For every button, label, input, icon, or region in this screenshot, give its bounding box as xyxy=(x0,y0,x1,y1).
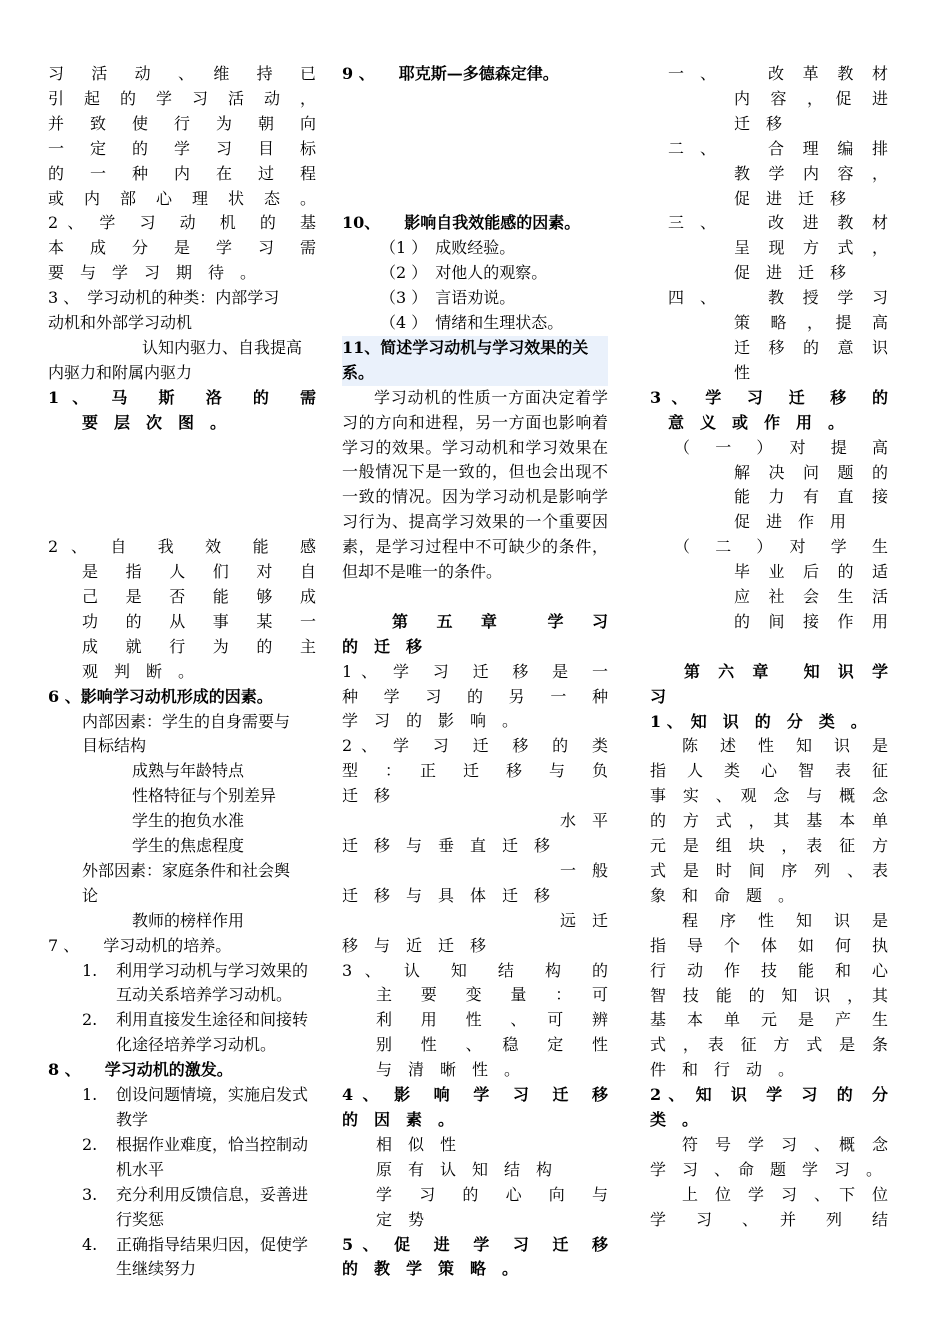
text-line: 定 势 xyxy=(376,1209,425,1229)
list-item: 2. 根据作业难度，恰当控制动机水平 xyxy=(82,1134,309,1179)
text-line: 本 成 分 是 学 习 需 xyxy=(48,238,316,258)
highlighted-heading: 11、简述学习动机与学习效果的关 系。 xyxy=(342,336,608,386)
list-item: （4 ） 情绪和生理状态。 xyxy=(380,312,564,332)
text-line: 能 力 有 直 接 xyxy=(734,487,888,507)
section-heading: 7 、 学习动机的培养。 xyxy=(48,935,232,955)
list-item: （3 ） 言语劝说。 xyxy=(380,288,516,308)
text-line: 别 性 、 稳 定 性 xyxy=(376,1035,608,1055)
list-item: 四 、 教 授 学 习 策 略 ， 提 高 迁 移 的 意 识 性 xyxy=(668,288,888,382)
text-line: 的 间 接 作 用 xyxy=(734,611,888,631)
section-heading: 6 、影响学习动机形成的因素。 xyxy=(48,686,273,706)
text-line: 水 平 xyxy=(559,811,608,831)
section-heading: 10、 影响自我效能感的因素。 xyxy=(342,213,581,233)
text-line: 2 、 学 习 动 机 的 基 xyxy=(48,213,316,233)
text-line: 远 迁 xyxy=(559,910,608,930)
paragraph: 陈 述 性 知 识 是 指 人 类 心 智 表 征 事 实 、 观 念 与 概 念 的 方 式 ， 其 基 本 单 元 是 组 块 ， 表 征 方 式 是 时 间 序 列 、 表 象 和 命 题 。 xyxy=(650,736,905,905)
section-heading: 1 、 知 识 的 分 类 。 xyxy=(650,711,867,731)
text-line: 型 ： 正 迁 移 与 负 xyxy=(342,761,608,781)
chapter-title: 第 六 章 知 识 学 xyxy=(684,661,888,681)
text-line: 内部因素：学生的自身需要与 xyxy=(82,711,291,731)
text-line: 一 般 xyxy=(559,860,608,880)
list-item: 三 、 改 进 教 材 呈 现 方 式 ， 促 进 迁 移 xyxy=(668,213,888,283)
text-line: （ 二 ） 对 学 生 xyxy=(674,537,888,557)
section-heading: 要 层 次 图 。 xyxy=(82,412,227,432)
list-item: 二 、 合 理 编 排 教 学 内 容 ， 促 进 迁 移 xyxy=(668,138,888,208)
text-line: 或 内 部 心 理 状 态 。 xyxy=(48,188,316,208)
chapter-title: 第 五 章 学 习 xyxy=(392,611,608,631)
text-line: 3 、 认 知 结 构 的 xyxy=(342,960,608,980)
text-line: 学 习 的 心 向 与 xyxy=(376,1184,608,1204)
chapter-title: 习 xyxy=(650,686,667,706)
text-line: 学 习 的 影 响 。 xyxy=(342,711,519,731)
text-line: 要 与 学 习 期 待 。 xyxy=(48,263,257,283)
text-line: 目标结构 xyxy=(82,736,147,756)
section-heading: 意 义 或 作 用 。 xyxy=(668,412,845,432)
text-line: （ 一 ） 对 提 高 xyxy=(674,437,888,457)
list-item: 4. 正确指导结果归因，促使学生继续努力 xyxy=(82,1234,309,1279)
list-item: 一 、 改 革 教 材 内 容 ， 促 进 迁 移 xyxy=(668,64,888,133)
text-line: 1 、 学 习 迁 移 是 一 xyxy=(342,661,608,681)
text-line: 利 用 性 、 可 辨 xyxy=(376,1010,608,1030)
text-line: 一 定 的 学 习 目 标 xyxy=(48,138,316,158)
paragraph: 上 位 学 习 、 下 位 学 习 、 并 列 结 xyxy=(650,1184,905,1229)
text-line: 促 进 作 用 xyxy=(734,512,847,532)
text-line: 解 决 问 题 的 xyxy=(734,462,888,482)
text-line: 功 的 从 事 某 一 xyxy=(82,611,316,631)
text-line: 学生的焦虑程度 xyxy=(132,836,245,856)
text-line: 种 学 习 的 另 一 种 xyxy=(342,686,608,706)
text-line: 的 一 种 内 在 过 程 xyxy=(48,163,316,183)
column-1 xyxy=(48,62,316,1282)
column-3 xyxy=(650,62,905,1233)
section-heading: 5 、 促 进 学 习 迁 移 xyxy=(342,1234,608,1254)
text-line: 主 要 变 量 ： 可 xyxy=(376,985,608,1005)
list-item: （2 ） 对他人的观察。 xyxy=(380,263,548,283)
section-heading: 的 因 素 。 xyxy=(342,1109,455,1129)
text-line: 习 活 动 、 维 持 已 xyxy=(48,64,316,83)
text-line: 教师的榜样作用 xyxy=(132,910,245,930)
section-heading: 3 、 学 习 迁 移 的 xyxy=(650,387,888,407)
text-line: 学生的抱负水准 xyxy=(132,811,245,831)
text-line: 迁 移 xyxy=(342,786,391,806)
text-line: 3 、 学习动机的种类：内部学习 xyxy=(48,288,280,308)
list-item: 1. 创设问题情境，实施启发式教学 xyxy=(82,1085,309,1129)
text-line: 移 与 近 迁 移 xyxy=(342,935,487,955)
list-item: 3. 充分利用反馈信息，妥善进行奖惩 xyxy=(82,1184,309,1229)
column-2 xyxy=(342,62,608,1282)
list-item: 2. 利用直接发生途径和间接转化途径培养学习动机。 xyxy=(82,1010,309,1055)
text-line: 论 xyxy=(82,885,99,905)
list-item: （1 ） 成败经验。 xyxy=(380,238,516,258)
paragraph: 学习动机的性质一方面决定着学习的方向和进程，另一方面也影响着学习的效果。学习动机和学习效果在一般情况下是一致的，但也会出现不一致的情况。因为学习动机是影响学习行为、提高学习效果的一个重要因素，是学习过程中不可缺少的条件，但却不是唯一的条件。 xyxy=(342,387,608,582)
text-line: 并 致 使 行 为 朝 向 xyxy=(48,113,316,133)
text-line: 与 清 晰 性 。 xyxy=(376,1060,521,1080)
section-heading: 的 教 学 策 略 。 xyxy=(342,1259,519,1279)
list-item: 1. 利用学习动机与学习效果的互动关系培养学习动机。 xyxy=(82,960,309,1005)
text-line: 成熟与年龄特点 xyxy=(132,761,245,781)
section-heading: 9 、 耶克斯—多德森定律。 xyxy=(342,64,559,83)
text-line: 成 就 行 为 的 主 xyxy=(82,636,316,656)
section-heading: 8 、 学习动机的激发。 xyxy=(48,1060,233,1080)
text-line: 观 判 断 。 xyxy=(82,661,195,681)
text-line: 原 有 认 知 结 构 xyxy=(376,1159,553,1179)
text-line: 己 是 否 能 够 成 xyxy=(82,586,316,606)
paragraph: 程 序 性 知 识 是 指 导 个 体 如 何 执 行 动 作 技 能 和 心 智 技 能 的 知 识 ， 其 基 本 单 元 是 产 生 式 ， 表 征 方 式 是 条 件 和 行 动 。 xyxy=(650,910,905,1080)
section-heading: 2 、 知 识 学 习 的 分 xyxy=(650,1085,888,1105)
chapter-title: 的 迁 移 xyxy=(342,636,423,656)
text-line: 是 指 人 们 对 自 xyxy=(82,562,316,582)
section-heading: 1 、 马 斯 洛 的 需 xyxy=(48,387,316,407)
paragraph: 符 号 学 习 、 概 念 学 习 、 命 题 学 习 。 xyxy=(650,1134,905,1179)
text-line: 内驱力和附属内驱力 xyxy=(48,362,193,382)
text-line: 应 社 会 生 活 xyxy=(734,587,888,607)
text-line: 动机和外部学习动机 xyxy=(48,313,193,333)
text-line: 性格特征与个别差异 xyxy=(132,786,277,806)
text-line: 相 似 性 xyxy=(376,1134,457,1154)
section-heading: 类 。 xyxy=(650,1110,699,1130)
text-line: 认知内驱力、自我提高 xyxy=(142,337,303,357)
text-line: 引 起 的 学 习 活 动 ， xyxy=(48,88,316,108)
text-line: 迁 移 与 具 体 迁 移 xyxy=(342,885,551,905)
text-line: 毕 业 后 的 适 xyxy=(734,562,888,582)
text-line: 2 、 学 习 迁 移 的 类 xyxy=(342,736,608,756)
text-line: 外部因素：家庭条件和社会舆 xyxy=(82,860,291,880)
text-line: 迁 移 与 垂 直 迁 移 xyxy=(342,836,551,855)
text-line: 2 、 自 我 效 能 感 xyxy=(48,537,316,557)
section-heading: 4 、 影 响 学 习 迁 移 xyxy=(342,1085,608,1105)
